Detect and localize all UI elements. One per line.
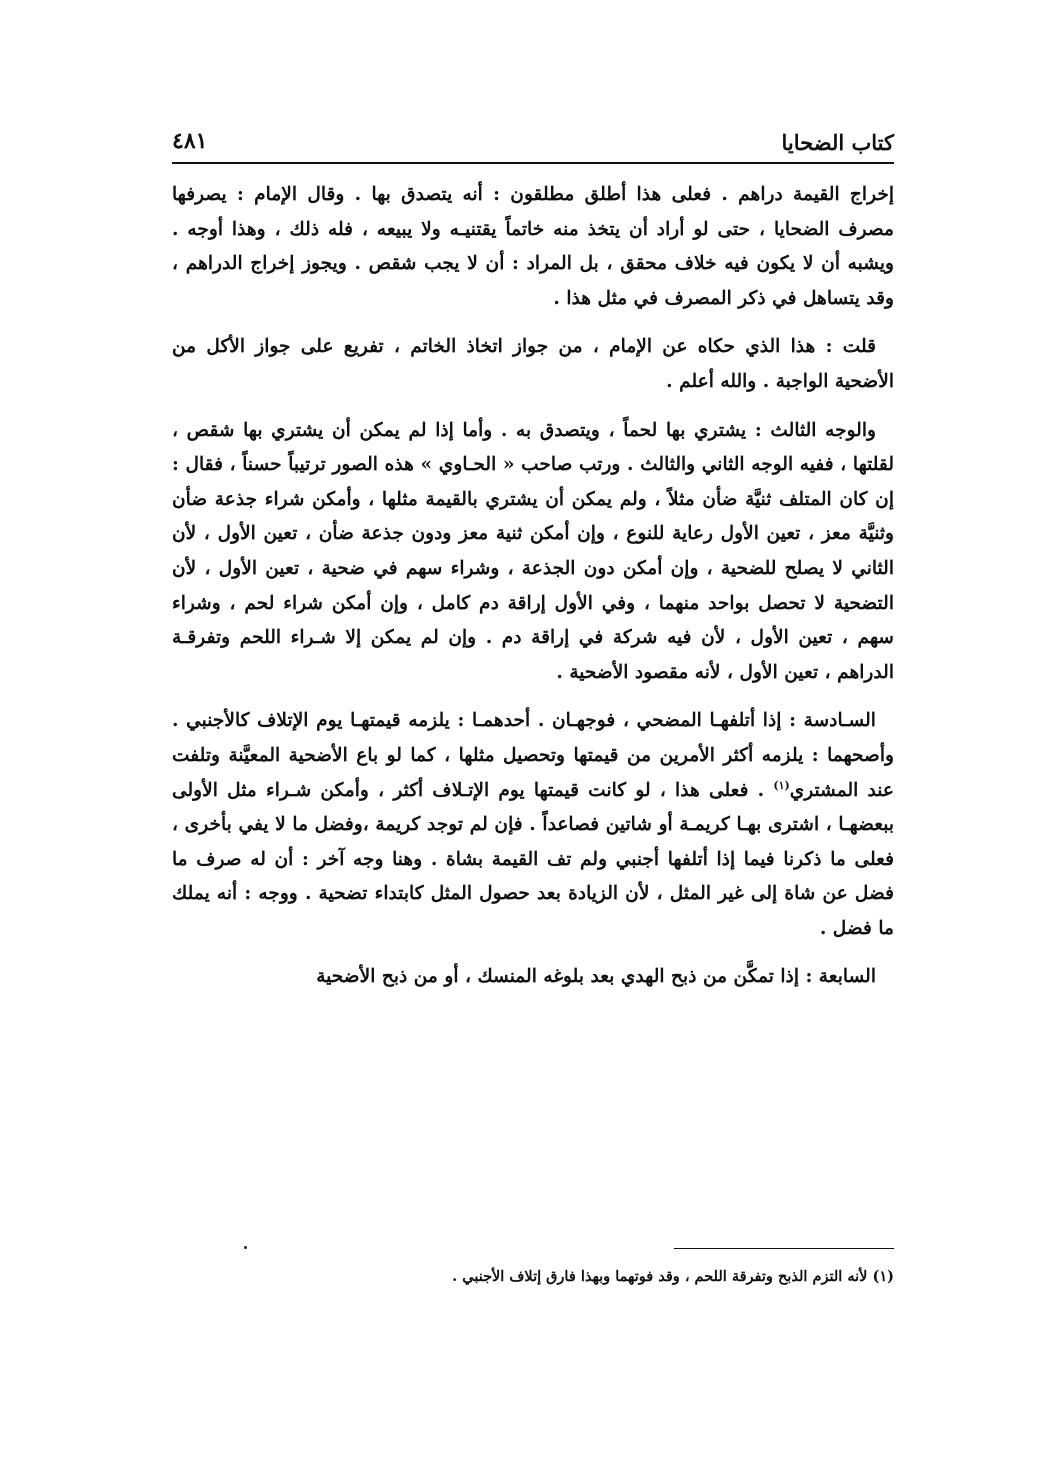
paragraph-lead: والوجه الثالث: [770, 419, 876, 441]
paragraph-text: . فعلى هذا ، لو كانت قيمتها يوم الإتـلاف أكثر ، وأمكن شـراء مثل الأولى ببعضهـا ، اشترى بهـا كريمـة أو شاتين فصاعداً . فإن لم توجد كريمة ،وفضل ما لا يفي بأخرى ، فعلى ما ذكرنا فيما إذا أتلفها أجنبي ولم تف القيمة بشاة . وهنا وجه آخر : أن له صرف ما فضل عن شاة إلى غير المثل ، لأن الزيادة بعد حصول المثل كابتداء تضحية . ووجه : أنه يملك ما فضل .: [172, 779, 894, 939]
paragraph-lead: قلت: [842, 336, 876, 358]
paragraph-lead: السابعة: [818, 966, 876, 988]
paragraph-qultu: [172, 330, 894, 399]
page-header: [172, 118, 894, 164]
paragraph-continuation: [172, 178, 894, 316]
footnote-divider: [674, 1248, 894, 1249]
paragraph-lead: السـادسة: [803, 710, 876, 732]
page-number: ٤٨١: [172, 128, 208, 154]
paragraph-text: : إذا أتلفهـا المضحي ، فوجهـان . أحدهمـا : يلزمه قيمتهـا يوم الإتلاف كالأجنبي . وأصحهما : يلزمه أكثر الأمرين من قيمتها وتحصيل مثلها ، كما لو باع الأضحية المعيَّنة وتلفت عند المشتري: [172, 710, 894, 801]
footnote-reference[interactable]: (١): [773, 778, 790, 792]
paragraph-text: : هذا الذي حكاه عن الإمام ، من جواز اتخاذ الخاتم ، تفريع على جواز الأكل من الأضحية الواجبة . والله أعلم .: [172, 336, 894, 392]
page-body: [172, 178, 894, 995]
paragraph-seventh: [172, 960, 894, 995]
paragraph-text: : يشتري بها لحماً ، ويتصدق به . وأما إذا لم يمكن أن يشتري بها شقص ، لقلتها ، ففيه الوجه الثاني والثالث . ورتب صاحب « الحـاوي » هذه الصور ترتيباً حسناً ، فقال : إن كان المتلف ثنيَّة ضأن مثلاً ، ولم يمكن أن يشتري بالقيمة مثلها ، وأمكن شراء جذعة ضأن وثنيَّة معز ، تعين الأول رعاية للنوع ، وإن أمكن ثنية معز ودون جذعة ضأن ، تعين الأول ، لأن الثاني لا يصلح للضحية ، وإن أمكن دون الجذعة ، وشراء سهم في ضحية ، تعين الأول ، لأن التضحية لا تحصل بواحد منهما ، وفي الأول إراقة دم كامل ، وإن أمكن شراء لحم ، وشراء سهم ، تعين الأول ، لأن فيه شركة في إراقة دم . وإن لم يمكن إلا شـراء اللحم وتفرقـة الدراهم ، تعين الأول ، لأنه مقصود الأضحية .: [172, 419, 894, 683]
running-title: كتاب الضحايا: [781, 130, 894, 155]
paragraph-text: إخراج القيمة دراهم . فعلى هذا أطلق مطلقون : أنه يتصدق بها . وقال الإمام : يصرفها مصرف الضحايا ، حتى لو أراد أن يتخذ منه خاتماً يقتنيـه ولا يبيعه ، فله ذلك ، وهذا أوجه . ويشبه أن لا يكون فيه خلاف محقق ، بل المراد : أن لا يجب شقص . ويجوز إخراج الدراهم ، وقد يتساهل في ذكر المصرف في مثل هذا .: [172, 184, 894, 309]
paragraph-sixth: [172, 704, 894, 946]
book-page: [172, 118, 894, 1009]
footnote-area: [172, 1248, 894, 1289]
paragraph-text: : إذا تمكَّن من ذبح الهدي بعد بلوغه المنسك ، أو من ذبح الأضحية: [316, 966, 819, 988]
footnote-text: (١) لأنه التزم الذبح وتفرقة اللحم ، وقد فوتهما وبهذا فارق إتلاف الأجنبي .: [452, 1268, 894, 1285]
paragraph-third-aspect: [172, 414, 894, 691]
